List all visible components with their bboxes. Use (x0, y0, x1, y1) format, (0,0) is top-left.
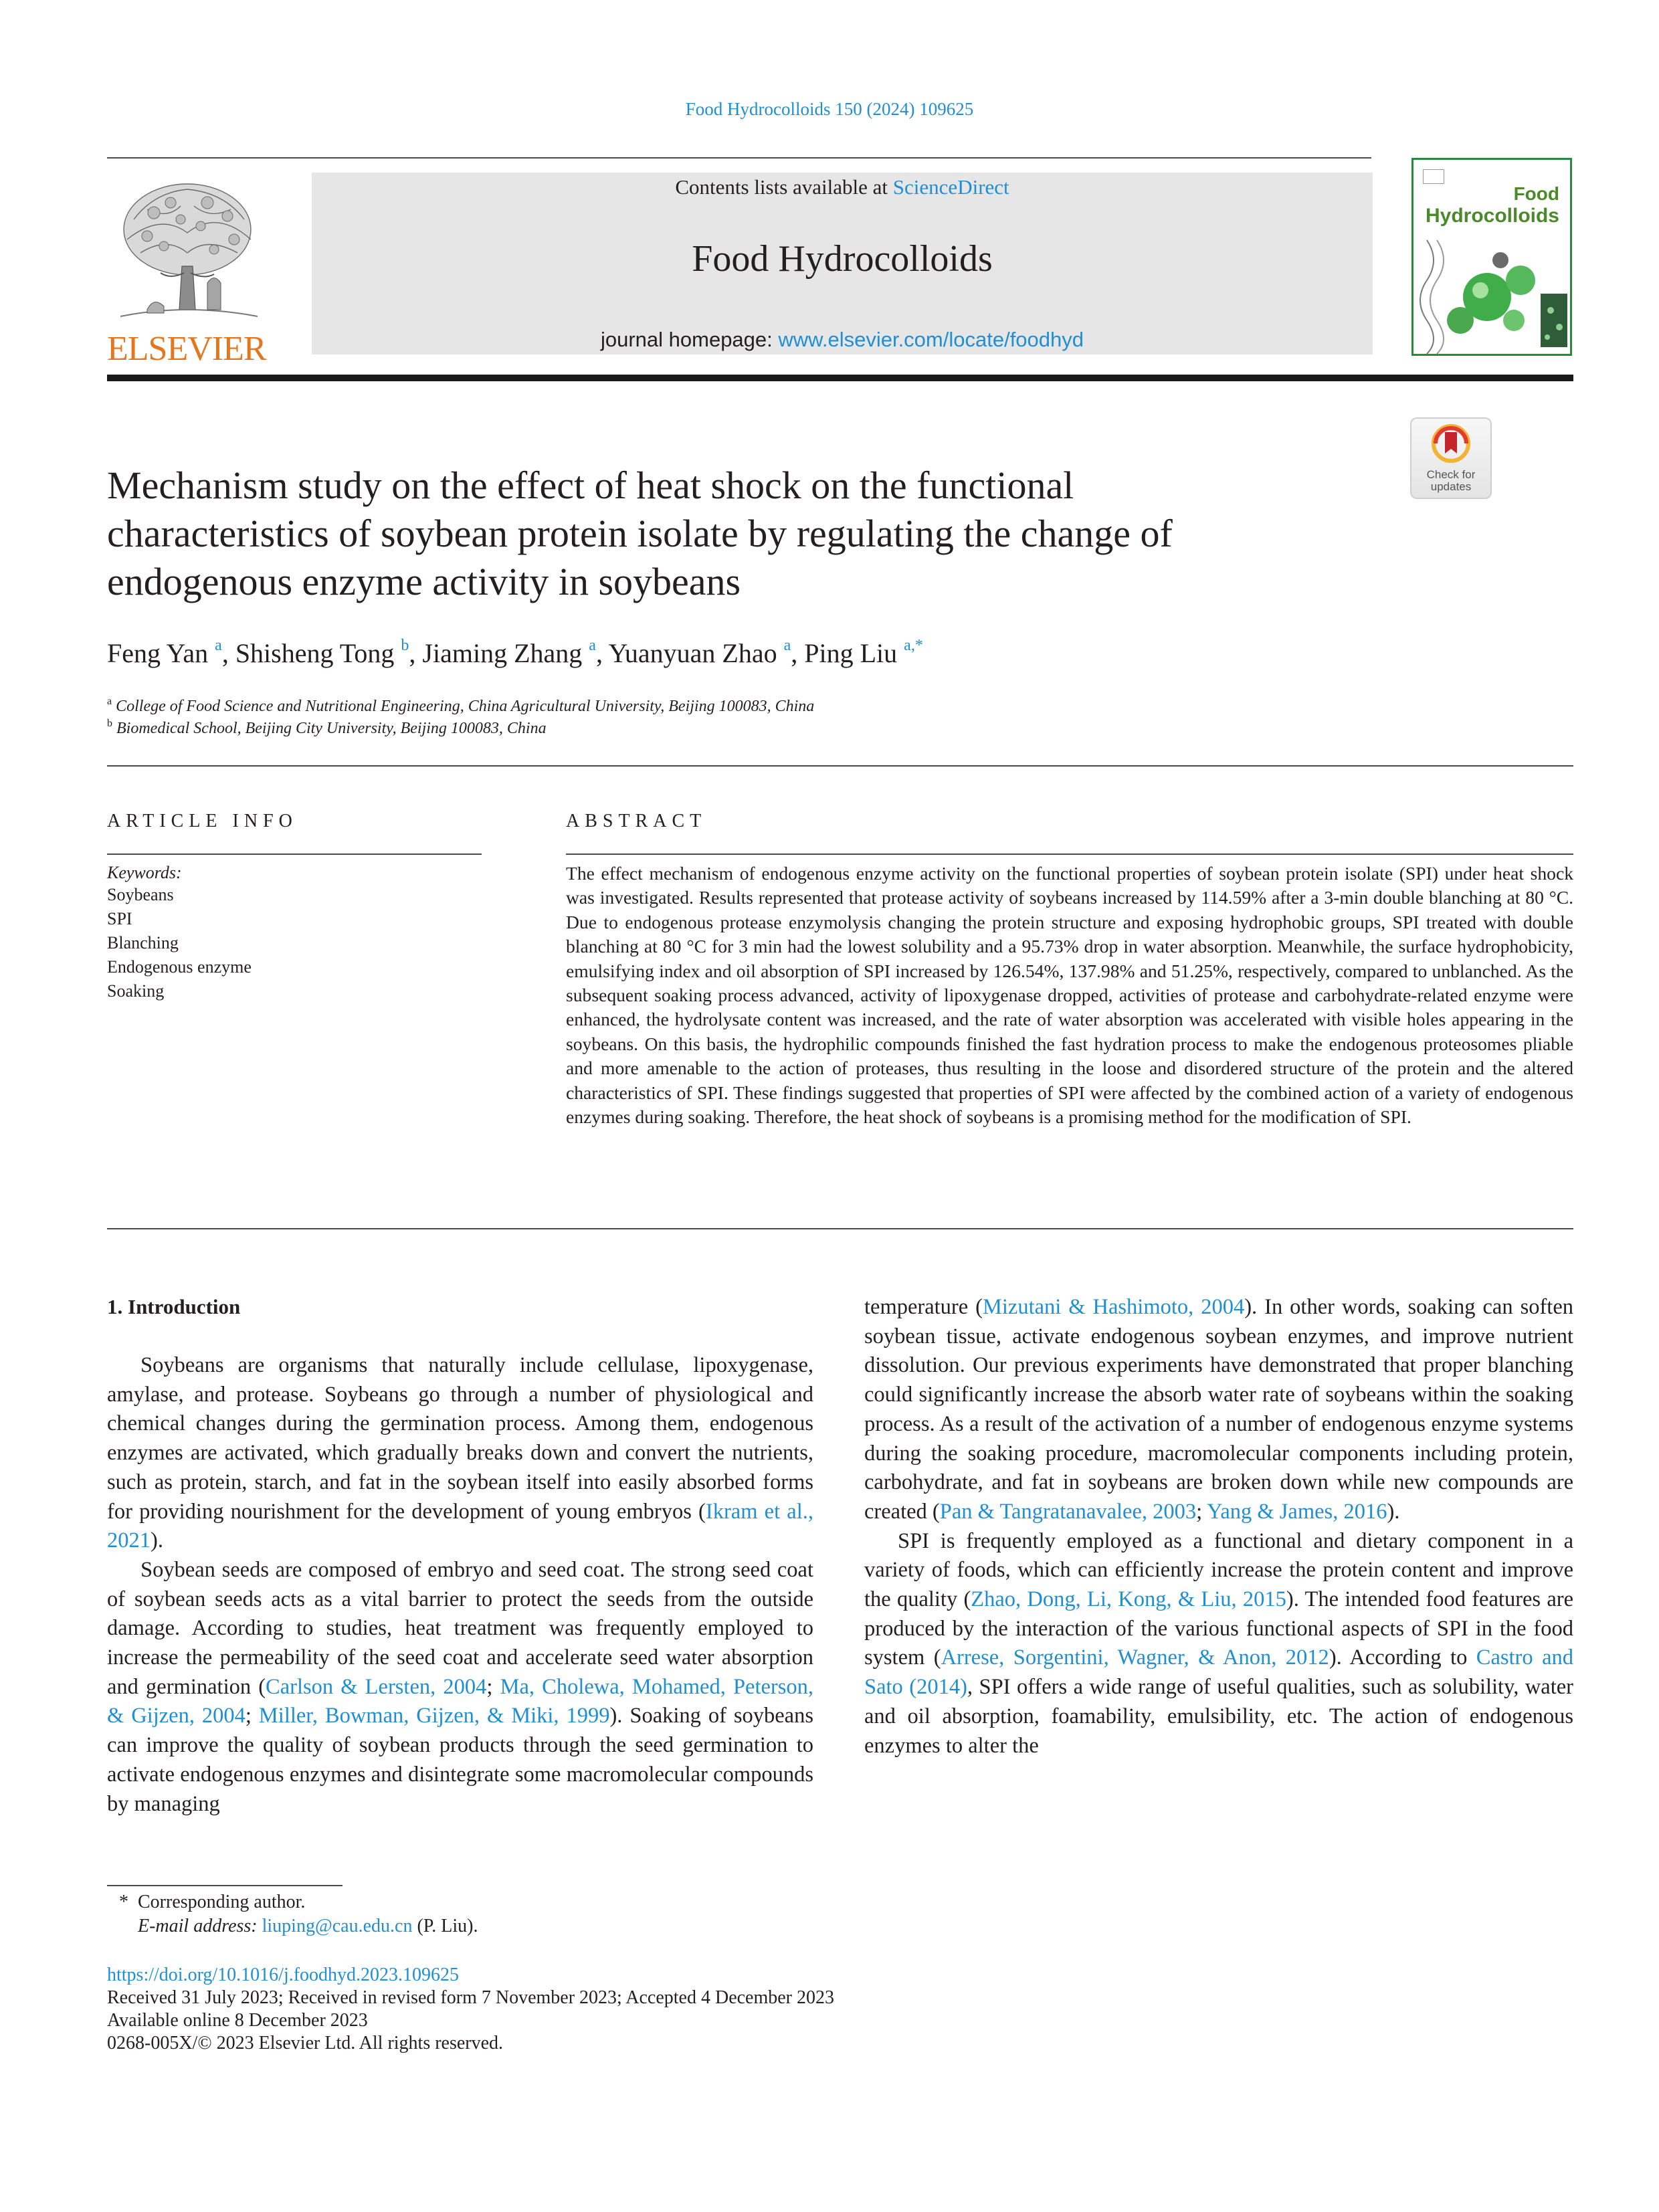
cover-publisher-mark (1423, 169, 1444, 184)
article-title (107, 462, 1411, 606)
citation-link[interactable]: Ikram et al., 2021 (107, 1499, 814, 1553)
author-name: Jiaming Zhang (422, 638, 583, 668)
abstract-heading: ABSTRACT (566, 811, 707, 831)
affiliation-a: $^a$ College of Food Science and Nutritional Engineering, China Agricultural University, Beijing 100083, China (107, 696, 815, 715)
keyword: Soaking (107, 981, 165, 1001)
author-affil-link[interactable]: a (589, 637, 596, 654)
keyword: Soybeans (107, 885, 174, 904)
citation-link[interactable]: Mizutani & Hashimoto, 2004 (982, 1295, 1245, 1319)
elsevier-tree-icon (107, 173, 271, 326)
author-name: Feng Yan (107, 638, 209, 668)
corresponding-author-note: * Corresponding author. (119, 1892, 306, 1912)
header-rule (107, 157, 1371, 159)
paragraph: SPI is frequently employed as a functional and dietary component in a variety of foods, which can efficiently increase the protein content and improve the quality (Zhao, Dong, Li, Kong, & Liu, 2015). The intended food features are produced by the interaction of the various functional aspects of SPI in the food system (Arrese, Sorgentini, Wagner, & Anon, 2012). According to Castro and Sato (2014), SPI offers a wide range of useful qualities, such as solubility, water and oil absorption, foamability, emulsibility, etc. The action of endogenous enzymes to alter the (864, 1528, 1574, 1758)
paragraph: Soybean seeds are composed of embryo and seed coat. The strong seed coat of soybean seeds acts as a vital barrier to protect the seeds from the outside damage. According to studies, heat treatment was frequently employed to increase the permeability of the seed coat and accelerate seed water absorption and germination (Carlson & Lersten, 2004; Ma, Cholewa, Mohamed, Peterson, & Gijzen, 2004; Miller, Bowman, Gijzen, & Miki, 1999). Soaking of soybeans can improve the quality of soybean products through the seed germination to activate endogenous enzymes and disintegrate some macromolecular compounds by managing (107, 1557, 813, 1816)
citation-link[interactable]: Arrese, Sorgentini, Wagner, & Anon, 2012 (941, 1645, 1329, 1670)
author-name: Yuanyuan Zhao (608, 638, 777, 668)
journal-cover[interactable] (1411, 158, 1572, 356)
bookmark-ribbon-icon (1432, 424, 1470, 466)
article-info-heading: ARTICLE INFO (107, 811, 298, 831)
keywords-block (107, 863, 252, 1003)
journal-homepage: journal homepage: www.elsevier.com/locate/foodhyd (600, 328, 1084, 351)
introduction-heading: 1. Introduction (107, 1295, 241, 1318)
abstract-end-rule (107, 1228, 1573, 1229)
cover-title: Food Hydrocolloids (1425, 183, 1559, 227)
sciencedirect-link[interactable]: ScienceDirect (892, 175, 1009, 199)
available-online: Available online 8 December 2023 (107, 2010, 368, 2031)
section-rule (107, 765, 1573, 767)
email-link[interactable]: liuping@cau.edu.cn (262, 1916, 413, 1936)
author-name: Ping Liu (804, 638, 898, 668)
affiliation-b: $^b$ Biomedical School, Beijing City University, Beijing 100083, China (107, 718, 547, 737)
citation-link[interactable]: Yang & James, 2016 (1207, 1499, 1387, 1524)
running-head[interactable]: Food Hydrocolloids 150 (2024) 109625 (685, 99, 974, 119)
journal-title: Food Hydrocolloids (692, 238, 993, 280)
citation-link[interactable]: Ma, Cholewa, Mohamed, Peterson, & Gijzen, 2004 (107, 1674, 813, 1728)
paragraph: temperature (Mizutani & Hashimoto, 2004). In other words, soaking can soften soybean tissue, activate endogenous soybean enzymes, and improve nutrient dissolution. Our previous experiments have demonstrated that proper blanching could significantly increase the absorb water rate of soybeans within the soaking process. As a result of the activation of a number of endogenous enzyme systems during the soaking procedure, macromolecular components including protein, carbohydrate, and fat in soybeans are broken down while new compounds are created (Pan & Tangratanavalee, 2003; Yang & James, 2016). (864, 1295, 1573, 1524)
corresponding-email: E-mail address: liuping@cau.edu.cn (P. Liu). (138, 1916, 478, 1936)
author-affil-link[interactable]: a,* (904, 637, 923, 654)
author-affil-link[interactable]: a (215, 637, 222, 654)
check-for-updates-badge[interactable]: Check for updates (1410, 417, 1492, 499)
keywords-label: Keywords: (107, 863, 182, 882)
title-line: Mechanism study on the effect of heat shock on the functional (107, 464, 1074, 507)
footnote-rule (107, 1885, 343, 1886)
author-affil-link[interactable]: a (783, 637, 791, 654)
citation-link[interactable]: Castro and Sato (2014) (864, 1645, 1573, 1700)
abstract-text: The effect mechanism of endogenous enzyme activity on the functional properties of soybean protein isolate (SPI) under heat shock was investigated. Results represented that protease activity of soybeans increased by 114.59% after a 3-min double blanching at 80 °C. Due to endogenous protease enzymolysis changing the protein structure and exposing hydrophobic groups, SPI treated with double blanching at 80 °C for 3 min had the lowest solubility and a 95.73% drop in water absorption. Meanwhile, the surface hydrophobicity, emulsifying index and oil absorption of SPI increased by 126.54%, 137.98% and 51.25%, respectively, compared to unblanched. As the subsequent soaking process advanced, activity of lipoxygenase dropped, activities of protease and carbohydrate-related enzyme were enhanced, the hydrolysate content was increased, and the rate of water absorption was accelerated with visible holes appearing in the soybeans. On this basis, the hydrophilic compounds finished the fast hydration process to make the endogenous proteosomes pliable and more amenable to the action of proteases, thus resulting in the loose and disordered structure of the protein and the altered characteristics of SPI. These findings suggested that properties of SPI were affected by the combined action of a variety of endogenous enzymes during soaking. Therefore, the heat shock of soybeans is a promising method for the modification of SPI. (566, 863, 1573, 1128)
received-dates: Received 31 July 2023; Received in revised form 7 November 2023; Accepted 4 December 2023 (107, 1987, 835, 2008)
copyright: 0268-005X/© 2023 Elsevier Ltd. All rights reserved. (107, 2033, 504, 2053)
body-right-column (864, 1293, 1573, 1761)
title-line: endogenous enzyme activity in soybeans (107, 560, 741, 603)
masthead-rule (107, 375, 1573, 381)
article-info-rule (107, 853, 482, 855)
contents-available: Contents lists available at ScienceDirect (675, 175, 1009, 199)
keyword: Endogenous enzyme (107, 957, 252, 977)
citation-link[interactable]: Miller, Bowman, Gijzen, & Miki, 1999 (258, 1704, 610, 1728)
title-line: characteristics of soybean protein isolate by regulating the change of (107, 512, 1173, 555)
author-name: Shisheng Tong (235, 638, 395, 668)
citation-link[interactable]: Pan & Tangratanavalee, 2003 (939, 1499, 1197, 1524)
elsevier-wordmark: ELSEVIER (107, 330, 266, 368)
abstract-rule (566, 853, 1573, 855)
citation-link[interactable]: Carlson & Lersten, 2004 (266, 1674, 487, 1699)
paragraph: Soybeans are organisms that naturally include cellulase, lipoxygenase, amylase, and protease. Soybeans go through a number of physiological and chemical changes during the germination process. Among them, endogenous enzymes are activated, which gradually breaks down and convert the nutrients, such as protein, starch, and fat in the soybean itself into easily absorbed forms for providing nourishment for the development of young embryos (Ikram et al., 2021). (107, 1353, 814, 1553)
body-left-column (107, 1351, 813, 1819)
keyword: SPI (107, 909, 132, 928)
doi-link[interactable]: https://doi.org/10.1016/j.foodhyd.2023.109625 (107, 1965, 460, 1985)
author-affil-link[interactable]: b (401, 637, 409, 654)
homepage-link[interactable]: www.elsevier.com/locate/foodhyd (778, 328, 1084, 351)
keyword: Blanching (107, 933, 179, 952)
author-list: Feng Yan $^a$, Shisheng Tong $^b$, Jiaming Zhang $^a$, Yuanyuan Zhao $^a$, Ping Liu $^{a,*}$ (107, 637, 923, 668)
cover-molecule-artwork (1413, 233, 1570, 354)
citation-link[interactable]: Zhao, Dong, Li, Kong, & Liu, 2015 (971, 1587, 1286, 1612)
